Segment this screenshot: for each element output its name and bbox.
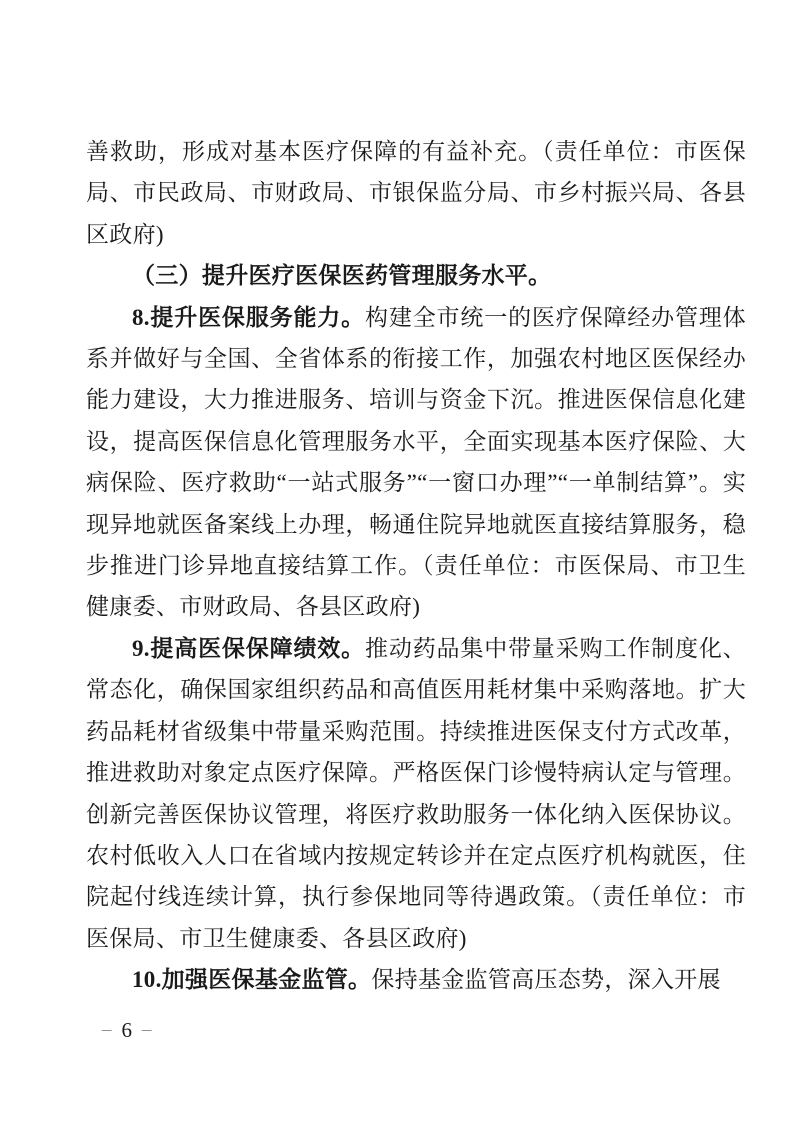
item-10-title: 10.加强医保基金监管。 <box>132 967 372 993</box>
document-body <box>86 131 746 1001</box>
item-9-title: 9.提高医保保障绩效。 <box>132 635 365 661</box>
section-heading <box>86 255 746 296</box>
section-heading-text: （三）提升医疗医保医药管理服务水平。 <box>132 263 552 289</box>
item-8-body: 构建全市统一的医疗保障经办管理体系并做好与全国、全省体系的衔接工作，加强农村地区医保经办能力建设，大力推进服务、培训与资金下沉。推进医保信息化建设，提高医保信息化管理服务水平，全面实现基本医疗保险、大病保险、医疗救助“一站式服务”“一窗口办理”“一单制结算”。实现异地就医备案线上办理，畅通住院异地就医直接结算服务，稳步推进门诊异地直接结算工作。（责任单位：市医保局、市卫生健康委、市财政局、各县区政府) <box>86 304 746 620</box>
paragraph-item-10 <box>86 959 746 1000</box>
footer-dash-right: – <box>142 1019 152 1040</box>
item-10-body: 保持基金监管高压态势，深入开展 <box>371 967 721 993</box>
paragraph-item-9 <box>86 628 746 959</box>
paragraph-item-8 <box>86 297 746 628</box>
paragraph-continuation: 善救助，形成对基本医疗保障的有益补充。（责任单位：市医保局、市民政局、市财政局、市银保监分局、市乡村振兴局、各县区政府) <box>86 139 746 247</box>
page-footer <box>102 1016 152 1044</box>
item-9-body: 推动药品集中带量采购工作制度化、常态化，确保国家组织药品和高值医用耗材集中采购落地。扩大药品耗材省级集中带量采购范围。持续推进医保支付方式改革，推进救助对象定点医疗保障。严格医保门诊慢特病认定与管理。创新完善医保协议管理，将医疗救助服务一体化纳入医保协议。农村低收入人口在省域内按规定转诊并在定点医疗机构就医，住院起付线连续计算，执行参保地同等待遇政策。（责任单位：市医保局、市卫生健康委、各县区政府) <box>86 635 746 951</box>
footer-dash-left: – <box>102 1019 112 1040</box>
page-number: 6 <box>121 1018 132 1042</box>
item-8-title: 8.提升医保服务能力。 <box>132 304 365 330</box>
